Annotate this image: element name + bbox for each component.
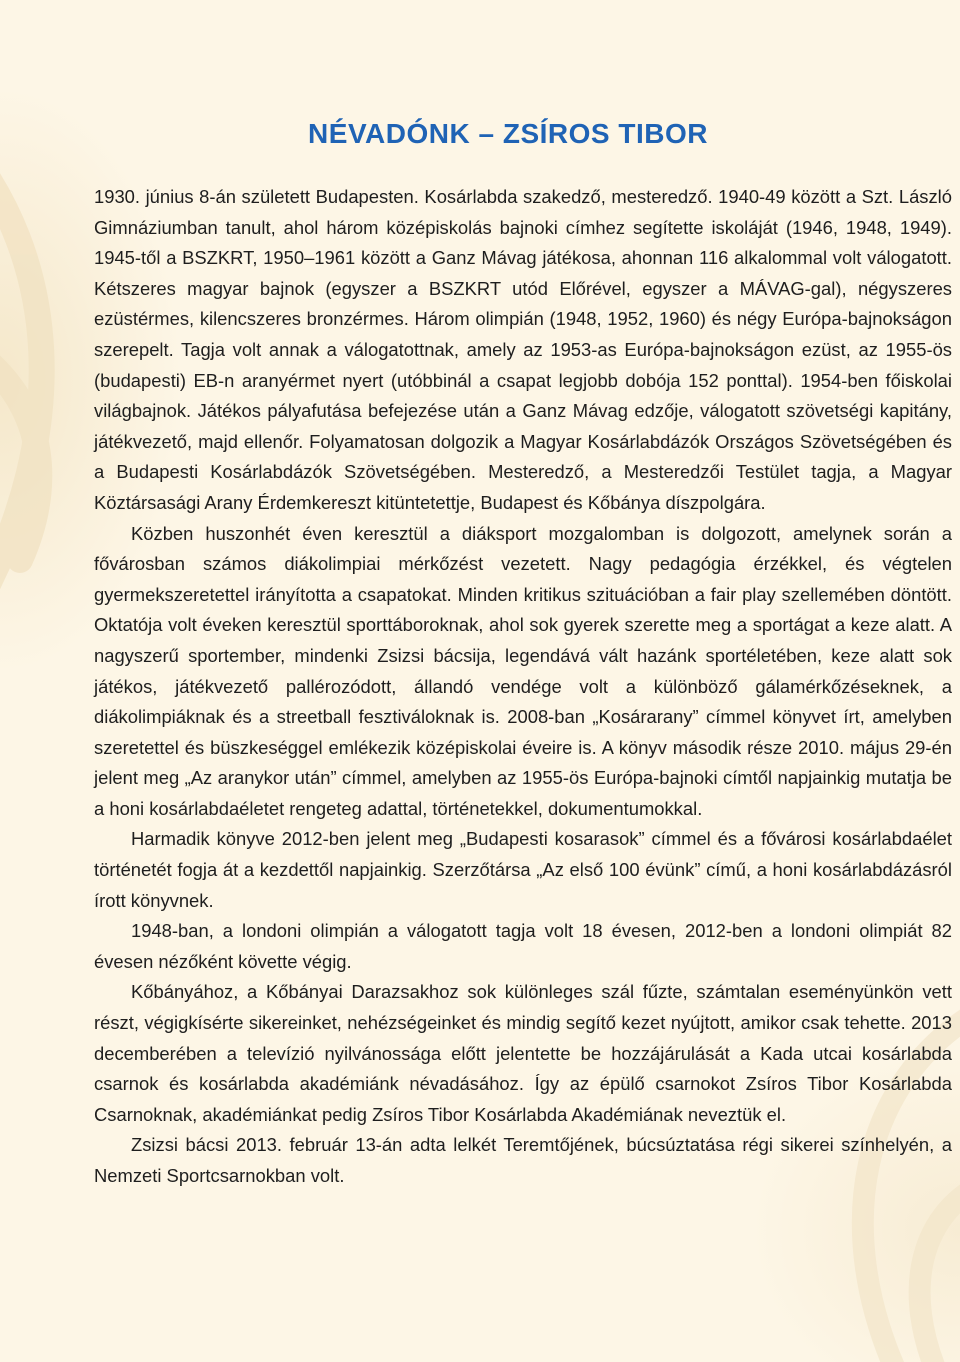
article-body — [94, 182, 952, 1192]
paragraph-kobanya: Kőbányához, a Kőbányai Darazsakhoz sok különleges szál fűzte, számtalan eseményünkön vett részt, végigkísérte sikereinket, nehézségeinket és mindig segítő kezet nyújtott, amikor csak tehette. 2013 decemberében a televízió nyilvánossága előtt jelentette be hozzájárulását a Kada utcai kosárlabda csarnok és kosárlabda akadémiánk névadásához. Így az épülő csarnokot Zsíros Tibor Kosárlabda Csarnoknak, akadémiánkat pedig Zsíros Tibor Kosárlabda Akadémiának neveztük el. — [94, 981, 952, 1125]
paragraph-youth-sport: Közben huszonhét éven keresztül a diáksport mozgalomban is dolgozott, amelynek során a fővárosban számos diákolimpiai mérkőzést vezetett. Nagy pedagógia érzékkel, és végtelen gyermekszeretettel irányította a csapatokat. Minden kritikus szituációban a fair play szellemében döntött. Oktatója volt éveken keresztül sporttáboroknak, ahol sok gyerek szerette meg a sportágat a keze alatt. A nagyszerű sportember, mindenki Zsizsi bácsija, legendává vált hazánk sportéletében, keze alatt sok játékos, játékvezető pallérozódott, állandó vendége volt a különböző gálamérkőzéseknek, a diákolimpiáknak és a streetball fesztiváloknak is. 2008-ban „Kosárarany” címmel könyvet írt, amelyben szeretettel és büszkeséggel emlékezik középiskolai éveire is. A könyv második része 2010. május 29-én jelent meg „Az aranykor után” címmel, amelyben az 1955-ös Európa-bajnoki címtől napjainkig mutatja be a honi kosárlabdaéletet rengeteg adattal, történetekkel, dokumentumokkal. — [94, 522, 952, 819]
paragraph-farewell: Zsizsi bácsi 2013. február 13-án adta lelkét Teremtőjének, búcsúztatása régi sikerei színhelyén, a Nemzeti Sportcsarnokban volt. — [94, 1134, 952, 1186]
page-title: NÉVADÓNK – ZSÍROS TIBOR — [308, 118, 708, 149]
paragraph-third-book: Harmadik könyve 2012-ben jelent meg „Budapesti kosarasok” címmel és a fővárosi kosárlabdaélet történetét fogja át a kezdettől napjainkig. Szerzőtársa „Az első 100 évünk” című, a honi kosárlabdázásról írott könyvnek. — [94, 828, 952, 911]
paragraph-london-olympics: 1948-ban, a londoni olimpián a válogatott tagja volt 18 évesen, 2012-ben a londoni olimpiát 82 évesen nézőként követte végig. — [94, 920, 952, 972]
paragraph-biography: 1930. június 8-án született Budapesten. Kosárlabda szakedző, mesteredző. 1940-49 között a Szt. László Gimnáziumban tanult, ahol három középiskolás bajnoki címhez segítette iskoláját (1946, 1948, 1949). 1945-től a BSZKRT, 1950–1961 között a Ganz Mávag játékosa, ahonnan 116 alkalommal volt válogatott. Kétszeres magyar bajnok (egyszer a BSZKRT utód Előrével, egyszer a MÁVAG-gal), négyszeres ezüstérmes, kilencszeres bronzérmes. Három olimpián (1948, 1952, 1960) és négy Európa-bajnokságon szerepelt. Tagja volt annak a válogatottnak, amely az 1953-as Európa-bajnokságon ezüst, az 1955-ös (budapesti) EB-n aranyérmet nyert (utóbbinál a csapat legjobb dobója 152 ponttal). 1954-ben főiskolai világbajnok. Játékos pályafutása befejezése után a Ganz Mávag edzője, válogatott szövetségi kapitány, játékvezető, majd ellenőr. Folyamatosan dolgozik a Magyar Kosárlabdázók Országos Szövetségében és a Budapesti Kosárlabdázók Szövetségében. Mesteredző, a Mesteredzői Testület tagja, a Magyar Köztársasági Arany Érdemkereszt kitüntetettje, Budapest és Kőbánya díszpolgára. — [94, 186, 952, 513]
article-content — [94, 112, 952, 1192]
